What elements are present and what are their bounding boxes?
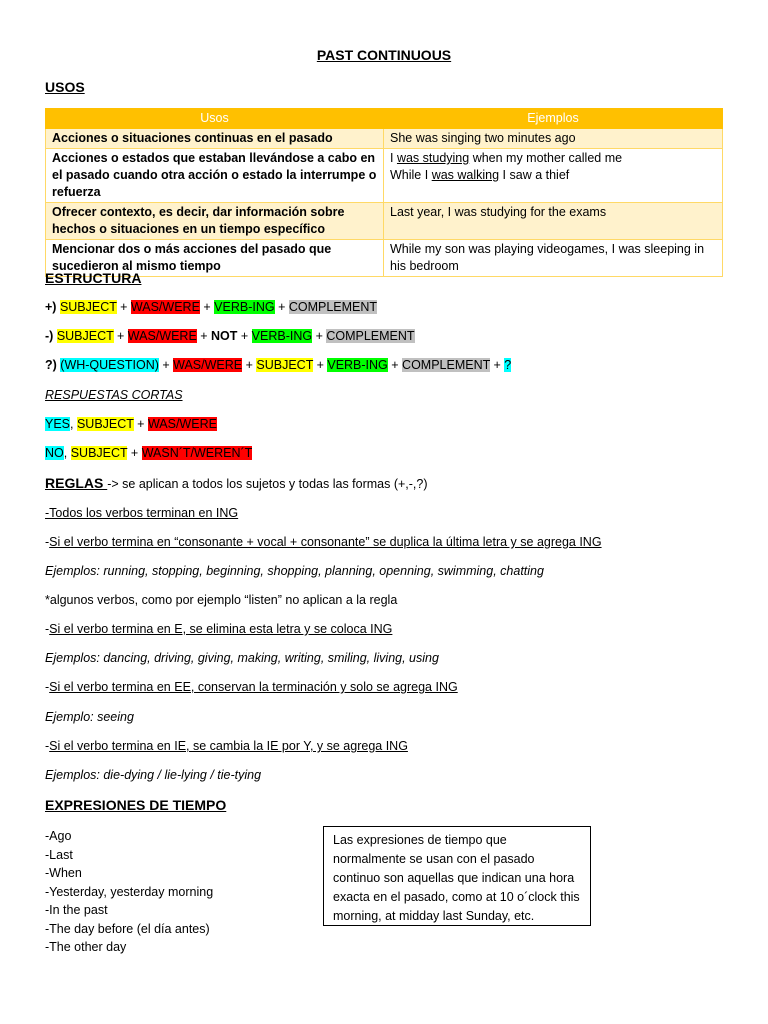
token-verbing: VERB-ING [214,300,275,314]
regla-4 [45,680,458,694]
ejemplo-cell: She was singing two minutes ago [384,129,723,149]
uso-cell: Acciones o situaciones continuas en el pasado [46,129,384,149]
token-verbing: VERB-ING [327,358,388,372]
respuestas-cortas-heading: RESPUESTAS CORTAS [45,388,183,402]
token-waswere: WAS/WERE [127,329,197,343]
formula-interrogative [45,358,511,372]
regla-text: Si el verbo termina en IE, se cambia la IE por Y, y se agrega ING [49,739,408,753]
regla-1: -Todos los verbos terminan en ING [45,506,239,520]
list-item: -When [45,866,82,880]
table-header-row [46,109,723,129]
ejemplo-text: when my mother called me [469,151,623,165]
reglas-intro [45,475,428,491]
token-complement: COMPLEMENT [402,358,491,372]
token-subject: SUBJECT [70,446,128,460]
token-plus: + [116,300,131,314]
expresiones-note-box: Las expresiones de tiempo que normalmente se usan con el pasado continuo son aquellas que indican una hora exacta en el pasado, como at 10 o´clock this morning, at midday last Sunday, etc. [323,826,591,926]
regla-dash: - [45,622,50,636]
ejemplos-text: running, stopping, beginning, shopping, planning, openning, swimming, chatting [103,564,544,578]
token-plus: + [237,329,252,343]
token-plus: + [113,329,128,343]
ejemplo-text: While I [390,168,432,182]
token-subject: SUBJECT [256,358,314,372]
list-item: -Last [45,847,73,862]
uso-cell: Mencionar dos o más acciones del pasado que sucedieron al mismo tiempo [46,240,384,277]
regla-dash: - [45,680,50,694]
reglas-label: REGLAS [45,475,108,491]
token-whquestion: (WH-QUESTION) [60,358,159,372]
regla-note: *algunos verbos, como por ejemplo “listen” no aplican a la regla [45,593,398,607]
regla-dash: - [45,535,50,549]
expresiones-list [45,827,213,957]
uso-cell: Ofrecer contexto, es decir, dar información sobre hechos o situaciones en un tiempo específico [46,203,384,240]
ejemplos-text: dancing, driving, giving, making, writing, smiling, living, using [103,651,439,665]
ejemplos-label: Ejemplos: [45,651,104,665]
usos-heading: USOS [45,79,85,95]
ejemplo-cell: While my son was playing videogames, I was sleeping in his bedroom [384,240,723,277]
list-item: -Ago [45,829,72,843]
token-waswere: WAS/WERE [147,417,217,431]
regla-text: Si el verbo termina en E, se elimina esta letra y se coloca ING [49,622,393,636]
token-complement: COMPLEMENT [288,300,378,314]
formula-prefix: +) [45,300,60,314]
regla-2 [45,535,602,549]
table-row [46,240,723,277]
regla-text: Si el verbo termina en “consonante + vocal + consonante” se duplica la última letra y se agrega ING [49,535,602,549]
estructura-heading: ESTRUCTURA [45,270,142,286]
formula-prefix: ?) [45,358,61,372]
token-questionmark: ? [504,358,512,372]
table-row [46,129,723,149]
token-subject: SUBJECT [76,417,134,431]
token-wasnt: WASN´T/WEREN´T [141,446,253,460]
token-no: NO [45,446,64,460]
token-plus: + [196,329,212,343]
token-waswere: WAS/WERE [173,358,243,372]
token-plus: + [158,358,174,372]
formula-prefix: -) [45,329,57,343]
token-plus: + [312,329,327,343]
token-plus: + [274,300,289,314]
ejemplo-text: I saw a thief [499,168,570,182]
list-item: -Yesterday, yesterday morning [45,884,214,899]
regla-5-ejemplos: Ejemplos: die-dying / lie-lying / tie-tying [45,768,262,782]
token-yes: YES [45,417,71,431]
list-item: -In the past [45,903,108,917]
ejemplo-text: I [390,151,397,165]
token-plus: + [313,358,328,372]
ejemplo-cell [384,149,723,203]
token-complement: COMPLEMENT [326,329,415,343]
token-subject: SUBJECT [59,300,117,314]
token-plus: + [133,417,148,431]
regla-5 [45,739,408,753]
token-comma: , [63,446,71,460]
regla-dash: - [45,739,50,753]
regla-3-ejemplos [45,651,439,665]
usos-table [45,108,723,277]
token-subject: SUBJECT [56,329,114,343]
table-row [46,149,723,203]
list-item: -The other day [45,940,127,954]
table-header-usos: Usos [46,109,384,129]
list-item: -The day before (el día antes) [45,921,210,936]
page-title: PAST CONTINUOUS [316,47,452,63]
token-not: NOT [211,329,238,343]
ejemplo-cell: Last year, I was studying for the exams [384,203,723,240]
token-verbing: VERB-ING [251,329,313,343]
ejemplos-label: Ejemplos: [45,564,104,578]
reglas-intro-text: -> se aplican a todos los sujetos y todas las formas (+,-,?) [107,477,428,491]
short-answer-no [45,446,252,460]
formula-affirmative [45,300,377,314]
regla-text: Si el verbo termina en EE, conservan la terminación y solo se agrega ING [49,680,458,694]
ejemplo-underlined: was walking [431,168,500,182]
regla-4-ejemplos: Ejemplo: seeing [45,710,134,724]
token-comma: , [70,417,77,431]
token-plus: + [127,446,142,460]
document-page [45,0,723,1024]
token-plus: + [490,358,505,372]
short-answer-yes [45,417,217,431]
formula-negative [45,329,415,343]
regla-3 [45,622,392,636]
regla-2-ejemplos [45,564,544,578]
expresiones-heading: EXPRESIONES DE TIEMPO [45,797,227,813]
uso-cell: Acciones o estados que estaban llevándose a cabo en el pasado cuando otra acción o estado la interrumpe o refuerza [46,149,384,203]
table-row [46,203,723,240]
ejemplo-underlined: was studying [396,151,470,165]
token-waswere: WAS/WERE [130,300,200,314]
token-plus: + [242,358,257,372]
token-plus: + [387,358,403,372]
table-header-ejemplos: Ejemplos [384,109,723,129]
token-plus: + [199,300,215,314]
